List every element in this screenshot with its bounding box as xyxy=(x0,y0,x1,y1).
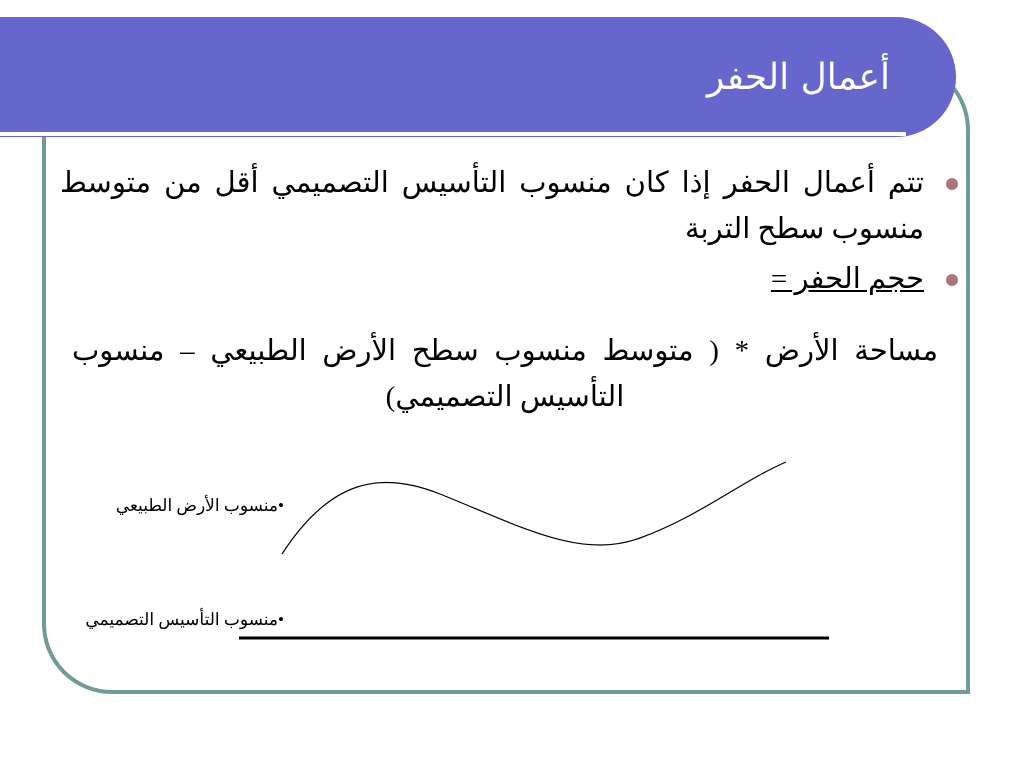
banner-underline xyxy=(0,132,906,136)
bullet-dot-icon xyxy=(946,274,958,286)
ground-level-label: •منسوب الأرض الطبيعي xyxy=(115,496,284,515)
foundation-level-label: •منسوب التأسيس التصميمي xyxy=(85,610,284,629)
bullet-item xyxy=(60,160,960,252)
slide-title: أعمال الحفر xyxy=(706,57,890,98)
bullet-list xyxy=(60,160,960,302)
formula-text: مساحة الأرض * ( متوسط منسوب سطح الأرض الطبيعي – منسوب التأسيس التصميمي) xyxy=(72,335,938,413)
bullet-text: تتم أعمال الحفر إذا كان منسوب التأسيس التصميمي أقل من متوسط منسوب سطح التربة xyxy=(60,167,924,245)
bullet-text: حجم الحفر = xyxy=(770,263,924,295)
bullet-dot-icon xyxy=(946,178,958,190)
bullet-item xyxy=(60,256,960,302)
